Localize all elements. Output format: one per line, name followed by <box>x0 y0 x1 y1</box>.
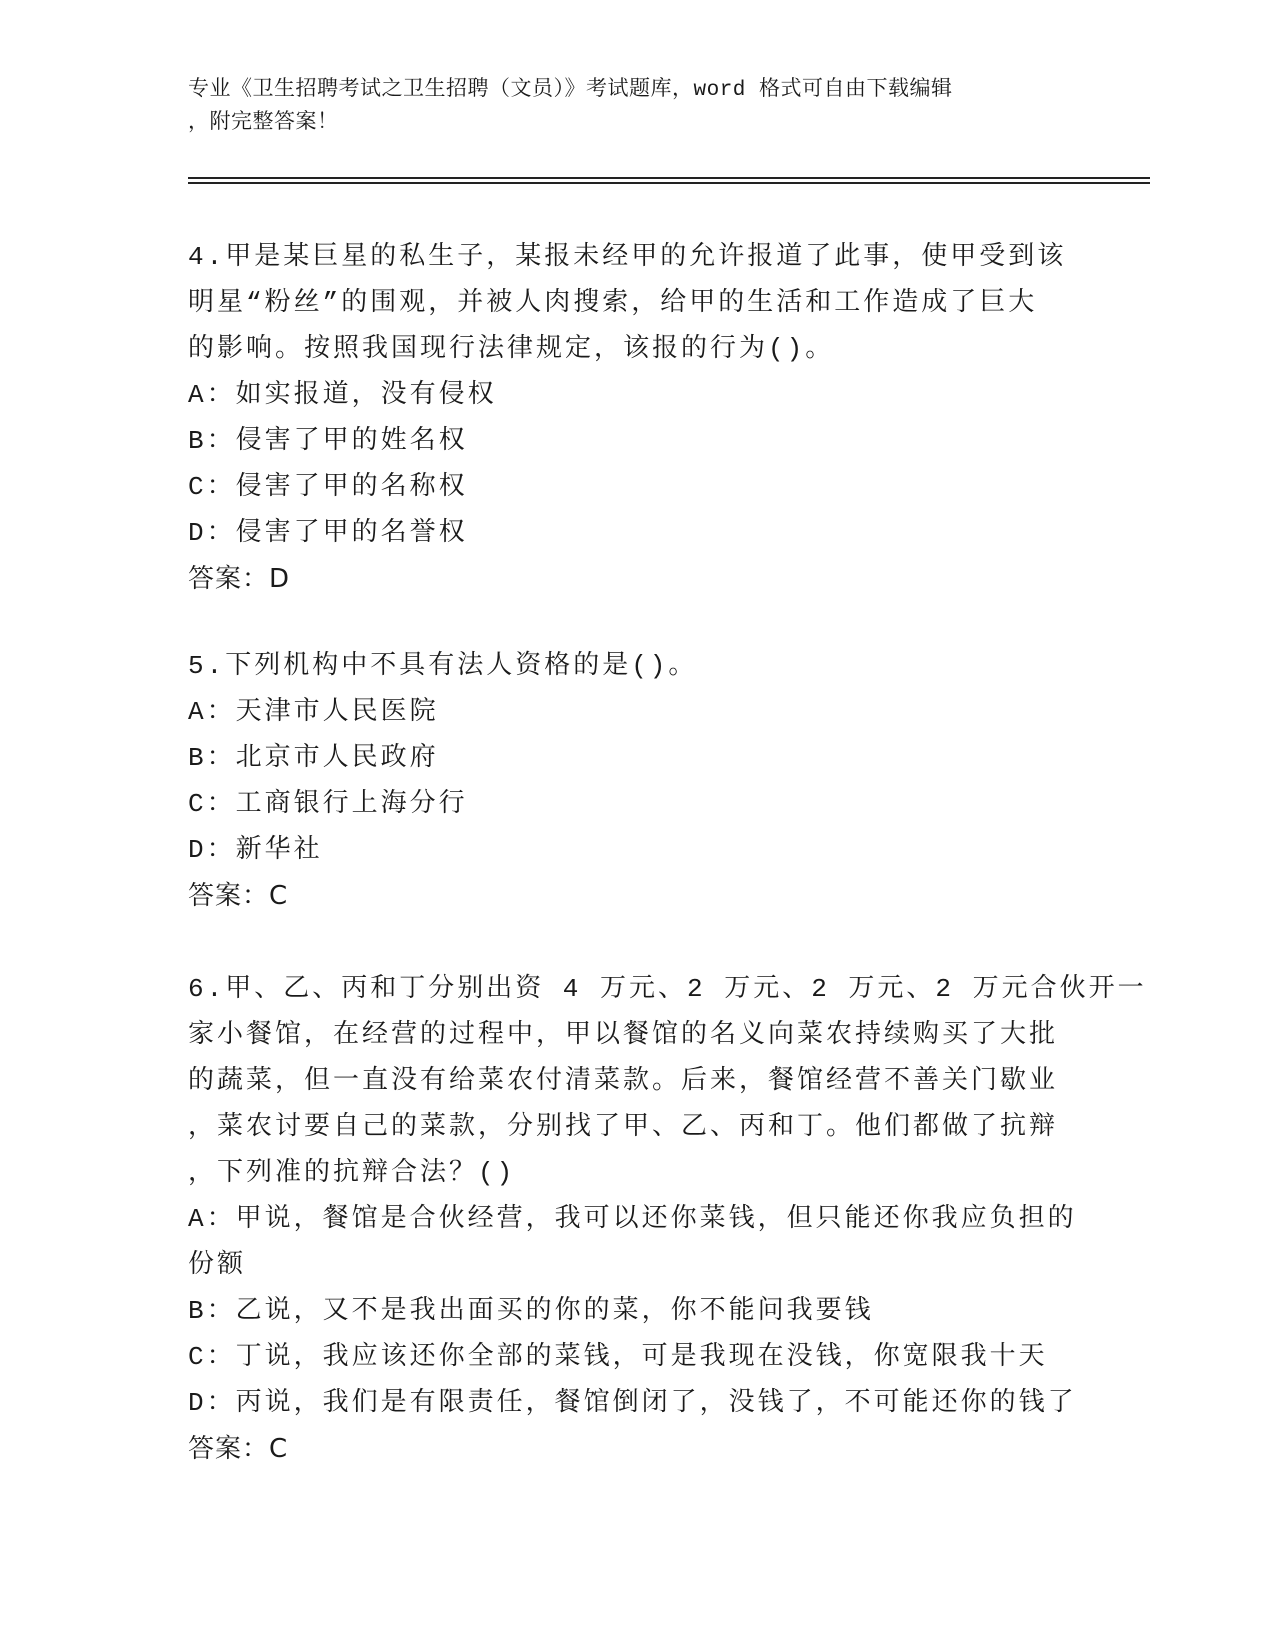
option-c: C：工商银行上海分行 <box>188 789 468 819</box>
header-line-2: ，附完整答案！ <box>188 112 339 135</box>
option-a: A：如实报道，没有侵权 <box>188 380 497 410</box>
document-header <box>188 74 1088 140</box>
question-stem-line: 家小餐馆，在经营的过程中，甲以餐馆的名义向菜农持续购买了大批 <box>188 1020 1059 1050</box>
question-stem-line: 4.甲是某巨星的私生子，某报未经甲的允许报道了此事，使甲受到该 <box>188 242 1067 272</box>
option-b: B：侵害了甲的姓名权 <box>188 426 468 456</box>
option-c: C：丁说，我应该还你全部的菜钱，可是我现在没钱，你宽限我十天 <box>188 1342 1048 1372</box>
question-stem-line: 的蔬菜，但一直没有给菜农付清菜款。后来，餐馆经营不善关门歇业 <box>188 1066 1059 1096</box>
question-stem-line: 6.甲、乙、丙和丁分别出资 4 万元、2 万元、2 万元、2 万元合伙开一 <box>188 974 1147 1004</box>
option-c: C：侵害了甲的名称权 <box>188 472 468 502</box>
answer-label: 答案：C <box>188 881 289 911</box>
answer-label: 答案：D <box>188 564 291 594</box>
option-a: A：天津市人民医院 <box>188 697 439 727</box>
header-divider-bottom <box>188 182 1150 184</box>
question-6 <box>188 966 1147 1472</box>
question-stem-line: 的影响。按照我国现行法律规定，该报的行为()。 <box>188 334 835 364</box>
header-divider-top <box>188 177 1150 179</box>
question-stem-line: ，菜农讨要自己的菜款，分别找了甲、乙、丙和丁。他们都做了抗辩 <box>188 1112 1059 1142</box>
question-5 <box>188 643 1088 919</box>
answer-label: 答案：C <box>188 1434 289 1464</box>
header-line-1: 专业《卫生招聘考试之卫生招聘（文员）》考试题库，word 格式可自由下载编辑 <box>188 79 953 102</box>
option-d: D：丙说，我们是有限责任，餐馆倒闭了，没钱了，不可能还你的钱了 <box>188 1388 1077 1418</box>
option-b: B：乙说，又不是我出面买的你的菜，你不能问我要钱 <box>188 1296 874 1326</box>
option-a-continuation: 份额 <box>188 1250 247 1280</box>
option-a: A：甲说，餐馆是合伙经营，我可以还你菜钱，但只能还你我应负担的 <box>188 1204 1077 1234</box>
option-d: D：新华社 <box>188 835 323 865</box>
option-d: D：侵害了甲的名誉权 <box>188 518 468 548</box>
option-b: B：北京市人民政府 <box>188 743 439 773</box>
question-stem-line: 明星“粉丝”的围观，并被人肉搜索，给甲的生活和工作造成了巨大 <box>188 288 1038 318</box>
question-4 <box>188 234 1088 602</box>
question-stem-line: ，下列准的抗辩合法？() <box>188 1158 516 1188</box>
question-stem-line: 5.下列机构中不具有法人资格的是()。 <box>188 651 698 681</box>
